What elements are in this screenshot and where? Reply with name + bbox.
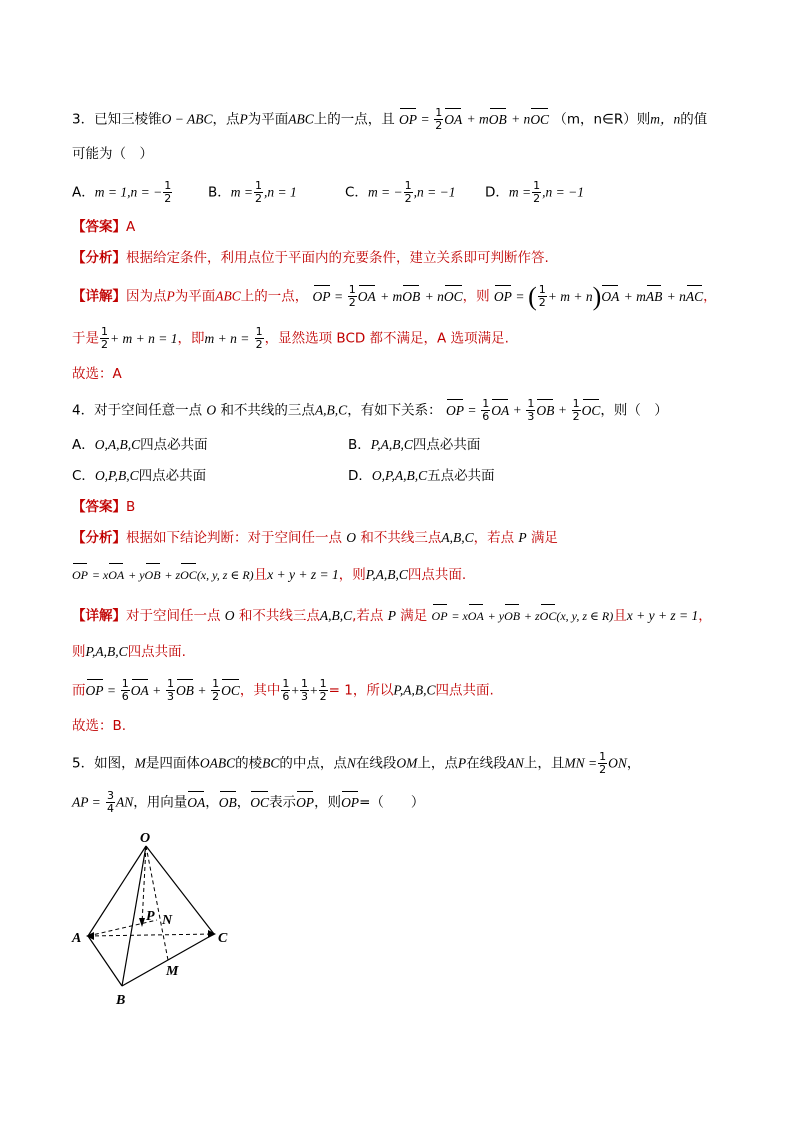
q4-answer: 【答案】B xyxy=(72,499,136,515)
q4-option-c[interactable]: C．O,P,B,C四点必共面 xyxy=(72,468,207,484)
label-M: M xyxy=(166,964,179,979)
label-B: B xyxy=(116,993,126,1008)
label-N: N xyxy=(162,913,173,928)
q3-option-a[interactable]: A．m = 1,n = − $\frac{1}{2}$ xyxy=(72,179,172,205)
q4-pick: 故选：B. xyxy=(72,718,127,734)
edge-AB xyxy=(88,936,122,986)
label-O: O xyxy=(140,831,151,846)
q3-option-b[interactable]: B．m = $\frac{1}{2}$ ,n = 1 xyxy=(208,179,297,205)
edge-AC xyxy=(88,934,214,936)
label-P: P xyxy=(146,909,155,924)
q4-detail-line3: 而OP = $\frac{1}{6}$ OA + $\frac{1}{3}$ OB + $\frac{1}{2}$ OC，其中 $\frac{1}{6}$ + $\frac{1}{3}$ + $\frac{1}{2}$ = 1，所以P,A,B,C四点共面. xyxy=(72,677,494,703)
q4-analysis-line2: OP = xOA + yOB + zOC(x, y, z ∈ R)且x + y + z = 1，则P,A,B,C四点共面. xyxy=(72,567,467,583)
q4-analysis-line1: 【分析】根据如下结论判断：对于空间任一点 O 和不共线三点A,B,C，若点 P 满足 xyxy=(72,530,558,546)
q3-answer: 【答案】A xyxy=(72,219,136,235)
q5-stem-line2: AP = $\frac{3}{4}$ AN，用向量OA，OB，OC表示OP，则OP=（ ） xyxy=(72,789,425,815)
q4-option-b[interactable]: B．P,A,B,C四点必共面 xyxy=(348,437,481,453)
tetrahedron-figure xyxy=(60,820,260,1010)
q3-pick: 故选：A xyxy=(72,366,122,382)
edge-OA xyxy=(88,846,146,936)
q3-stem-line2: 可能为（ ） xyxy=(72,146,153,162)
q3-detail-line2: 于是 $\frac{1}{2}$ + m + n = 1，即m + n = $\frac{1}{2}$ ，显然选项 BCD 都不满足，A 选项满足. xyxy=(72,325,509,351)
q4-stem: 4．对于空间任意一点 O 和不共线的三点A,B,C，有如下关系： OP = $\frac{1}{6}$ OA + $\frac{1}{3}$ OB + $\frac{1}{2}$ OC，则（ ） xyxy=(72,397,668,423)
segment-OM xyxy=(146,846,168,960)
q3-detail-line1: 【详解】因为点P为平面ABC上的一点， OP = $\frac{1}{2}$ OA + mOB + nOC，则 OP = ( $\frac{1}{2}$ + m + n)OA + mAB + nAC， xyxy=(72,281,717,311)
q4-detail-line2: 则P,A,B,C四点共面. xyxy=(72,644,186,660)
label-C: C xyxy=(218,931,228,946)
edge-OC xyxy=(146,846,214,934)
q5-stem-line1: 5．如图，M是四面体OABC的棱BC的中点，点N在线段OM上，点P在线段AN上，且MN = $\frac{1}{2}$ ON， xyxy=(72,750,641,776)
q3-option-d[interactable]: D．m = $\frac{1}{2}$ ,n = −1 xyxy=(485,179,584,205)
q4-option-a[interactable]: A．O,A,B,C四点必共面 xyxy=(72,437,208,453)
fraction-one-half: $\frac{1}{2}$ xyxy=(435,106,443,132)
label-A: A xyxy=(72,931,82,946)
q4-option-d[interactable]: D．O,P,A,B,C五点必共面 xyxy=(348,468,495,484)
q4-detail-line1: 【详解】对于空间任一点 O 和不共线三点A,B,C,若点 P 满足 OP = xOA + yOB + zOC(x, y, z ∈ R)且x + y + z = 1， xyxy=(72,608,712,624)
q3-option-c[interactable]: C．m = − $\frac{1}{2}$ ,n = −1 xyxy=(345,179,456,205)
q3-analysis: 【分析】根据给定条件，利用点位于平面内的充要条件，建立关系即可判断作答. xyxy=(72,250,549,266)
q3-stem-line1: 3．已知三棱锥O − ABC，点P为平面ABC上的一点，且 OP = $\frac{1}{2}$ OA + mOB + nOC （m，n∈R）则m，n的值 xyxy=(72,106,708,132)
